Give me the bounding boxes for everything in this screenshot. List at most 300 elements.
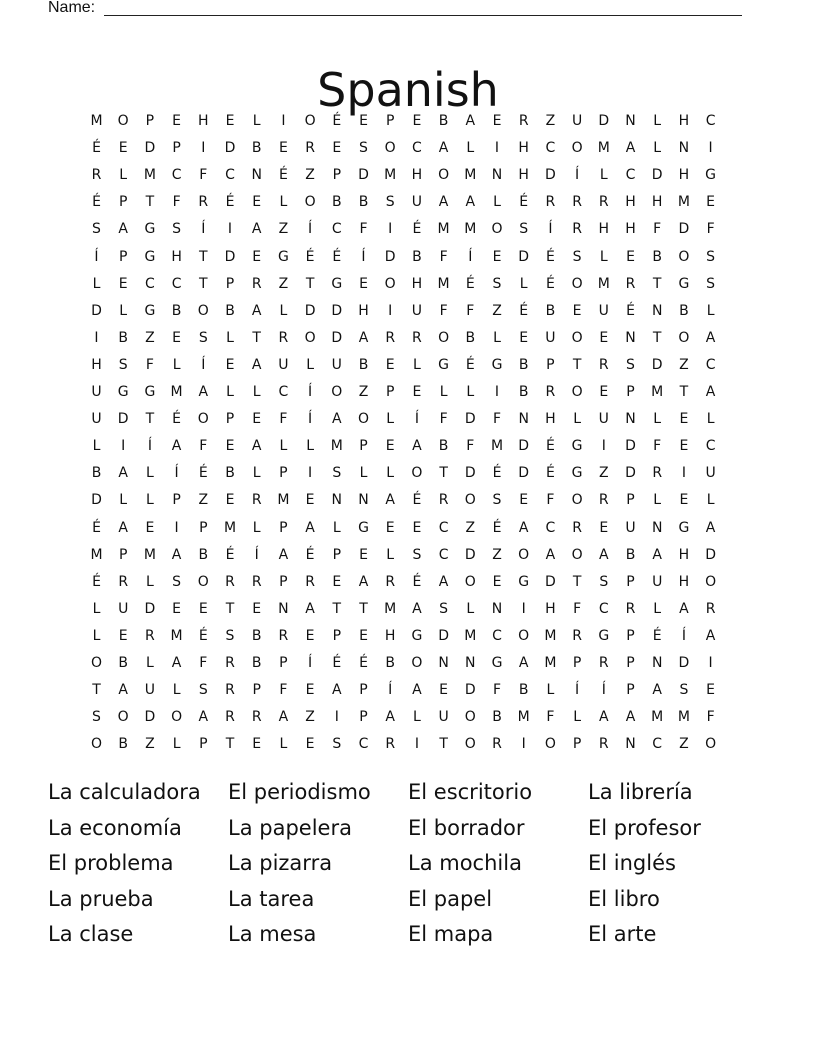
grid-letter[interactable]: E xyxy=(252,248,262,265)
grid-letter[interactable]: C xyxy=(625,167,636,184)
grid-letter[interactable]: O xyxy=(571,329,583,346)
grid-letter[interactable]: É xyxy=(545,275,555,292)
grid-letter[interactable]: Í xyxy=(361,248,366,265)
grid-letter[interactable]: G xyxy=(491,356,503,373)
grid-letter[interactable]: D xyxy=(144,600,156,617)
grid-letter[interactable]: R xyxy=(705,600,716,617)
grid-letter[interactable]: F xyxy=(706,221,715,238)
grid-letter[interactable]: E xyxy=(252,194,262,211)
grid-letter[interactable]: F xyxy=(359,221,368,238)
grid-letter[interactable]: E xyxy=(252,411,262,428)
grid-letter[interactable]: A xyxy=(599,709,609,726)
grid-letter[interactable]: G xyxy=(144,384,156,400)
grid-letter[interactable]: U xyxy=(571,113,583,129)
grid-letter[interactable]: P xyxy=(385,113,395,129)
grid-letter[interactable]: L xyxy=(653,492,662,509)
grid-letter[interactable]: B xyxy=(118,655,128,671)
grid-letter[interactable]: R xyxy=(225,573,235,590)
grid-letter[interactable]: B xyxy=(171,302,182,319)
grid-letter[interactable]: R xyxy=(91,167,102,184)
grid-letter[interactable]: P xyxy=(225,411,235,428)
grid-letter[interactable]: P xyxy=(546,356,555,373)
grid-letter[interactable]: G xyxy=(598,627,610,644)
grid-letter[interactable]: E xyxy=(278,140,288,157)
grid-letter[interactable]: É xyxy=(305,546,315,563)
grid-letter[interactable]: S xyxy=(492,275,502,292)
grid-letter[interactable]: C xyxy=(278,384,289,400)
grid-letter[interactable]: B xyxy=(545,302,556,319)
grid-letter[interactable]: A xyxy=(118,221,128,238)
grid-letter[interactable]: O xyxy=(571,546,583,563)
grid-letter[interactable]: E xyxy=(172,600,182,617)
grid-letter[interactable]: C xyxy=(545,519,556,536)
grid-letter[interactable]: C xyxy=(598,600,609,617)
grid-letter[interactable]: R xyxy=(545,384,556,400)
grid-letter[interactable]: O xyxy=(438,329,450,346)
grid-letter[interactable]: R xyxy=(305,573,315,590)
grid-letter[interactable]: A xyxy=(518,655,529,671)
grid-letter[interactable]: B xyxy=(518,356,529,373)
grid-letter[interactable]: R xyxy=(572,519,582,536)
grid-letter[interactable]: Í xyxy=(468,248,473,265)
grid-letter[interactable]: I xyxy=(388,221,393,238)
grid-letter[interactable]: R xyxy=(572,194,582,211)
grid-letter[interactable]: E xyxy=(225,438,235,455)
grid-letter[interactable]: L xyxy=(493,194,501,211)
grid-letter[interactable]: O xyxy=(518,627,530,644)
grid-letter[interactable]: T xyxy=(145,194,155,211)
grid-letter[interactable]: L xyxy=(172,682,181,699)
grid-letter[interactable]: I xyxy=(494,384,500,400)
grid-letter[interactable]: C xyxy=(171,275,182,292)
grid-letter[interactable]: É xyxy=(92,194,101,211)
grid-letter[interactable]: S xyxy=(198,682,208,699)
grid-letter[interactable]: O xyxy=(411,465,423,482)
grid-letter[interactable]: L xyxy=(466,600,475,617)
grid-letter[interactable]: A xyxy=(705,384,716,400)
grid-letter[interactable]: Í xyxy=(308,384,313,400)
grid-letter[interactable]: D xyxy=(518,465,530,482)
grid-letter[interactable]: L xyxy=(306,438,314,455)
grid-letter[interactable]: Z xyxy=(278,275,289,292)
grid-letter[interactable]: O xyxy=(171,709,183,726)
grid-letter[interactable]: M xyxy=(330,438,343,455)
grid-letter[interactable]: L xyxy=(386,411,395,428)
grid-letter[interactable]: A xyxy=(679,600,689,617)
grid-letter[interactable]: Z xyxy=(599,465,609,482)
grid-letter[interactable]: Z xyxy=(679,356,689,373)
grid-letter[interactable]: Í xyxy=(308,221,313,238)
grid-letter[interactable]: F xyxy=(653,221,662,238)
grid-letter[interactable]: E xyxy=(626,248,635,265)
grid-letter[interactable]: C xyxy=(705,438,716,455)
grid-letter[interactable]: E xyxy=(305,682,315,699)
grid-letter[interactable]: P xyxy=(279,519,288,536)
grid-letter[interactable]: M xyxy=(677,194,690,211)
grid-letter[interactable]: A xyxy=(705,519,716,536)
grid-letter[interactable]: T xyxy=(305,275,315,292)
grid-letter[interactable]: P xyxy=(172,492,181,509)
grid-letter[interactable]: R xyxy=(145,627,155,644)
grid-letter[interactable]: L xyxy=(92,600,101,617)
grid-letter[interactable]: B xyxy=(225,465,235,482)
grid-letter[interactable]: O xyxy=(705,736,717,753)
grid-letter[interactable]: Z xyxy=(358,384,369,400)
grid-letter[interactable]: N xyxy=(625,113,636,129)
grid-letter[interactable]: E xyxy=(118,275,128,292)
grid-letter[interactable]: G xyxy=(571,465,583,482)
grid-letter[interactable]: A xyxy=(305,600,315,617)
grid-letter[interactable]: O xyxy=(571,384,583,400)
grid-letter[interactable]: U xyxy=(331,356,342,373)
grid-letter[interactable]: É xyxy=(332,248,342,265)
grid-letter[interactable]: Í xyxy=(94,248,99,265)
grid-letter[interactable]: Z xyxy=(545,113,556,129)
grid-letter[interactable]: L xyxy=(279,736,288,753)
grid-letter[interactable]: A xyxy=(438,573,449,590)
grid-letter[interactable]: I xyxy=(708,140,713,157)
grid-letter[interactable]: T xyxy=(199,275,208,292)
grid-letter[interactable]: P xyxy=(385,384,395,400)
grid-letter[interactable]: A xyxy=(118,465,128,482)
grid-letter[interactable]: R xyxy=(518,113,529,129)
grid-letter[interactable]: E xyxy=(439,682,449,699)
grid-letter[interactable]: T xyxy=(252,329,261,346)
grid-letter[interactable]: B xyxy=(385,655,395,671)
grid-letter[interactable]: R xyxy=(225,682,235,699)
grid-letter[interactable]: M xyxy=(517,709,530,726)
grid-letter[interactable]: L xyxy=(252,384,261,400)
grid-letter[interactable]: Z xyxy=(305,709,315,726)
grid-letter[interactable]: L xyxy=(119,492,128,509)
grid-letter[interactable]: T xyxy=(652,275,662,292)
grid-letter[interactable]: É xyxy=(359,655,368,671)
grid-letter[interactable]: O xyxy=(464,573,476,590)
grid-letter[interactable]: R xyxy=(225,709,235,726)
grid-letter[interactable]: F xyxy=(466,302,475,319)
grid-letter[interactable]: D xyxy=(545,573,556,590)
grid-letter[interactable]: S xyxy=(679,682,689,699)
grid-letter[interactable]: D xyxy=(438,627,449,644)
grid-letter[interactable]: M xyxy=(90,113,103,129)
grid-letter[interactable]: A xyxy=(251,302,262,319)
grid-letter[interactable]: E xyxy=(359,627,368,644)
grid-letter[interactable]: I xyxy=(414,736,419,753)
grid-letter[interactable]: F xyxy=(492,411,502,428)
grid-letter[interactable]: L xyxy=(439,384,448,400)
grid-letter[interactable]: H xyxy=(598,221,610,238)
grid-letter[interactable]: O xyxy=(544,736,556,753)
grid-letter[interactable]: A xyxy=(385,709,395,726)
grid-letter[interactable]: É xyxy=(545,465,555,482)
grid-letter[interactable]: H xyxy=(678,573,690,590)
grid-letter[interactable]: E xyxy=(118,627,128,644)
grid-letter[interactable]: O xyxy=(197,302,209,319)
grid-letter[interactable]: P xyxy=(359,682,368,699)
grid-letter[interactable]: F xyxy=(546,709,555,726)
grid-letter[interactable]: O xyxy=(705,573,717,590)
grid-letter[interactable]: D xyxy=(224,140,236,157)
grid-letter[interactable]: S xyxy=(519,221,529,238)
grid-letter[interactable]: Í xyxy=(201,356,206,373)
grid-letter[interactable]: P xyxy=(626,492,635,509)
grid-letter[interactable]: O xyxy=(571,275,583,292)
grid-letter[interactable]: É xyxy=(225,194,235,211)
grid-letter[interactable]: A xyxy=(438,194,449,211)
grid-letter[interactable]: H xyxy=(678,167,690,184)
grid-letter[interactable]: L xyxy=(252,465,261,482)
grid-letter[interactable]: M xyxy=(651,709,664,726)
grid-letter[interactable]: A xyxy=(412,600,422,617)
grid-letter[interactable]: M xyxy=(223,519,237,536)
grid-letter[interactable]: A xyxy=(652,682,662,699)
grid-letter[interactable]: H xyxy=(518,140,529,157)
grid-letter[interactable]: B xyxy=(198,546,209,563)
grid-letter[interactable]: P xyxy=(626,627,635,644)
grid-letter[interactable]: E xyxy=(679,438,689,455)
grid-letter[interactable]: L xyxy=(653,140,662,157)
grid-letter[interactable]: S xyxy=(626,356,635,373)
grid-letter[interactable]: F xyxy=(492,682,502,699)
grid-letter[interactable]: R xyxy=(225,655,235,671)
grid-letter[interactable]: O xyxy=(304,194,316,211)
grid-letter[interactable]: U xyxy=(91,384,102,400)
grid-letter[interactable]: F xyxy=(439,248,448,265)
grid-letter[interactable]: R xyxy=(572,221,582,238)
grid-letter[interactable]: E xyxy=(225,492,235,509)
grid-letter[interactable]: I xyxy=(121,438,126,455)
grid-letter[interactable]: B xyxy=(438,438,449,455)
grid-letter[interactable]: L xyxy=(252,519,261,536)
grid-letter[interactable]: D xyxy=(331,329,343,346)
grid-letter[interactable]: L xyxy=(573,709,581,726)
grid-letter[interactable]: S xyxy=(92,221,101,238)
grid-letter[interactable]: É xyxy=(652,627,662,644)
grid-letter[interactable]: G xyxy=(678,275,690,292)
grid-letter[interactable]: A xyxy=(332,411,342,428)
grid-letter[interactable]: H xyxy=(518,167,529,184)
grid-letter[interactable]: S xyxy=(332,736,342,753)
grid-letter[interactable]: U xyxy=(652,573,663,590)
grid-letter[interactable]: F xyxy=(546,492,555,509)
grid-letter[interactable]: A xyxy=(358,329,369,346)
grid-letter[interactable]: N xyxy=(625,411,636,428)
grid-letter[interactable]: L xyxy=(279,194,288,211)
grid-letter[interactable]: R xyxy=(251,709,262,726)
grid-letter[interactable]: L xyxy=(386,465,395,482)
grid-letter[interactable]: E xyxy=(412,519,422,536)
grid-letter[interactable]: É xyxy=(198,627,208,644)
grid-letter[interactable]: E xyxy=(385,438,395,455)
grid-letter[interactable]: F xyxy=(199,167,208,184)
grid-letter[interactable]: F xyxy=(706,709,715,726)
grid-letter[interactable]: B xyxy=(118,736,128,753)
grid-letter[interactable]: M xyxy=(544,655,557,671)
grid-letter[interactable]: N xyxy=(651,302,663,319)
grid-letter[interactable]: Í xyxy=(414,411,419,428)
grid-letter[interactable]: A xyxy=(599,546,609,563)
grid-letter[interactable]: A xyxy=(118,682,128,699)
grid-letter[interactable]: L xyxy=(573,411,581,428)
grid-letter[interactable]: Í xyxy=(308,411,313,428)
grid-letter[interactable]: G xyxy=(571,438,583,455)
grid-letter[interactable]: H xyxy=(625,221,636,238)
grid-letter[interactable]: P xyxy=(626,682,635,699)
grid-letter[interactable]: D xyxy=(91,302,102,319)
grid-letter[interactable]: T xyxy=(92,682,101,699)
grid-letter[interactable]: S xyxy=(198,329,208,346)
grid-letter[interactable]: P xyxy=(279,655,288,671)
grid-letter[interactable]: R xyxy=(598,492,609,509)
grid-letter[interactable]: É xyxy=(332,655,342,671)
grid-letter[interactable]: D xyxy=(464,465,476,482)
grid-letter[interactable]: B xyxy=(518,682,529,699)
grid-letter[interactable]: F xyxy=(439,411,448,428)
grid-letter[interactable]: C xyxy=(438,546,449,563)
grid-letter[interactable]: H xyxy=(625,194,636,211)
grid-letter[interactable]: R xyxy=(598,655,609,671)
grid-letter[interactable]: N xyxy=(518,411,529,428)
grid-letter[interactable]: P xyxy=(626,655,635,671)
grid-letter[interactable]: O xyxy=(464,709,476,726)
grid-letter[interactable]: Í xyxy=(201,221,206,238)
grid-letter[interactable]: O xyxy=(678,329,690,346)
grid-letter[interactable]: D xyxy=(651,356,663,373)
grid-letter[interactable]: A xyxy=(198,709,209,726)
grid-letter[interactable]: C xyxy=(705,356,716,373)
grid-letter[interactable]: E xyxy=(145,519,155,536)
grid-letter[interactable]: E xyxy=(252,736,262,753)
grid-letter[interactable]: T xyxy=(359,600,368,617)
grid-letter[interactable]: O xyxy=(304,329,316,346)
grid-letter[interactable]: O xyxy=(464,492,476,509)
grid-letter[interactable]: S xyxy=(172,573,182,590)
grid-letter[interactable]: A xyxy=(251,356,262,373)
grid-letter[interactable]: L xyxy=(145,492,154,509)
grid-letter[interactable]: O xyxy=(411,655,423,671)
grid-letter[interactable]: P xyxy=(118,248,128,265)
grid-letter[interactable]: M xyxy=(677,709,690,726)
grid-letter[interactable]: O xyxy=(518,546,530,563)
grid-letter[interactable]: E xyxy=(385,519,395,536)
grid-letter[interactable]: C xyxy=(225,167,235,184)
grid-letter[interactable]: D xyxy=(144,709,156,726)
grid-letter[interactable]: A xyxy=(118,519,128,536)
grid-letter[interactable]: L xyxy=(279,302,288,319)
grid-letter[interactable]: H xyxy=(651,194,663,211)
grid-letter[interactable]: D xyxy=(678,221,690,238)
grid-letter[interactable]: U xyxy=(625,519,636,536)
grid-letter[interactable]: T xyxy=(332,600,342,617)
grid-letter[interactable]: U xyxy=(118,600,129,617)
grid-letter[interactable]: D xyxy=(304,302,316,319)
grid-letter[interactable]: E xyxy=(492,573,502,590)
grid-letter[interactable]: R xyxy=(385,736,396,753)
grid-letter[interactable]: L xyxy=(252,113,261,129)
grid-letter[interactable]: N xyxy=(358,492,369,509)
grid-letter[interactable]: B xyxy=(358,194,369,211)
grid-letter[interactable]: B xyxy=(492,709,502,726)
grid-letter[interactable]: A xyxy=(625,709,636,726)
grid-letter[interactable]: H xyxy=(358,302,369,319)
grid-letter[interactable]: H xyxy=(678,113,690,129)
grid-letter[interactable]: T xyxy=(439,465,448,482)
grid-letter[interactable]: D xyxy=(625,438,636,455)
grid-letter[interactable]: H xyxy=(91,356,102,373)
grid-letter[interactable]: R xyxy=(438,492,449,509)
grid-letter[interactable]: N xyxy=(278,600,289,617)
grid-letter[interactable]: I xyxy=(227,221,233,238)
grid-letter[interactable]: N xyxy=(465,655,476,671)
grid-letter[interactable]: L xyxy=(119,167,128,184)
grid-letter[interactable]: N xyxy=(651,655,663,671)
grid-letter[interactable]: T xyxy=(439,736,448,753)
grid-letter[interactable]: E xyxy=(332,573,342,590)
grid-letter[interactable]: O xyxy=(464,736,476,753)
grid-letter[interactable]: I xyxy=(94,329,99,346)
grid-letter[interactable]: L xyxy=(172,736,181,753)
grid-letter[interactable]: I xyxy=(521,736,526,753)
grid-letter[interactable]: G xyxy=(518,573,530,590)
grid-letter[interactable]: D xyxy=(384,248,396,265)
grid-letter[interactable]: O xyxy=(90,736,103,753)
grid-letter[interactable]: M xyxy=(464,627,477,644)
grid-letter[interactable]: N xyxy=(331,492,343,509)
grid-letter[interactable]: R xyxy=(598,356,609,373)
grid-letter[interactable]: E xyxy=(706,682,716,699)
grid-letter[interactable]: C xyxy=(145,275,155,292)
grid-letter[interactable]: A xyxy=(465,113,476,129)
grid-letter[interactable]: A xyxy=(545,546,556,563)
grid-letter[interactable]: E xyxy=(599,519,609,536)
grid-letter[interactable]: E xyxy=(412,384,422,400)
grid-letter[interactable]: C xyxy=(705,113,716,129)
grid-letter[interactable]: D xyxy=(331,302,343,319)
grid-letter[interactable]: F xyxy=(199,438,208,455)
grid-letter[interactable]: L xyxy=(279,438,288,455)
grid-letter[interactable]: T xyxy=(225,736,235,753)
grid-letter[interactable]: E xyxy=(519,492,529,509)
grid-letter[interactable]: E xyxy=(492,248,502,265)
grid-letter[interactable]: É xyxy=(332,113,342,129)
grid-letter[interactable]: E xyxy=(599,384,609,400)
grid-letter[interactable]: D xyxy=(358,167,369,184)
grid-letter[interactable]: D xyxy=(678,655,690,671)
grid-letter[interactable]: É xyxy=(412,221,422,238)
grid-letter[interactable]: L xyxy=(226,329,234,346)
grid-letter[interactable]: I xyxy=(174,519,179,536)
grid-letter[interactable]: P xyxy=(572,736,582,753)
grid-letter[interactable]: T xyxy=(199,248,208,265)
grid-letter[interactable]: L xyxy=(466,384,475,400)
grid-letter[interactable]: O xyxy=(90,655,103,671)
grid-letter[interactable]: L xyxy=(706,411,715,428)
grid-letter[interactable]: R xyxy=(251,573,262,590)
name-line[interactable] xyxy=(104,15,742,16)
grid-letter[interactable]: U xyxy=(545,329,556,346)
grid-letter[interactable]: U xyxy=(598,302,609,319)
grid-letter[interactable]: L xyxy=(119,302,128,319)
grid-letter[interactable]: M xyxy=(464,167,477,184)
grid-letter[interactable]: U xyxy=(278,356,289,373)
grid-letter[interactable]: L xyxy=(653,113,662,129)
grid-letter[interactable]: F xyxy=(279,682,288,699)
grid-letter[interactable]: S xyxy=(332,465,342,482)
grid-letter[interactable]: É xyxy=(492,465,502,482)
grid-letter[interactable]: B xyxy=(625,546,636,563)
grid-letter[interactable]: H xyxy=(411,167,423,184)
grid-letter[interactable]: É xyxy=(545,248,555,265)
